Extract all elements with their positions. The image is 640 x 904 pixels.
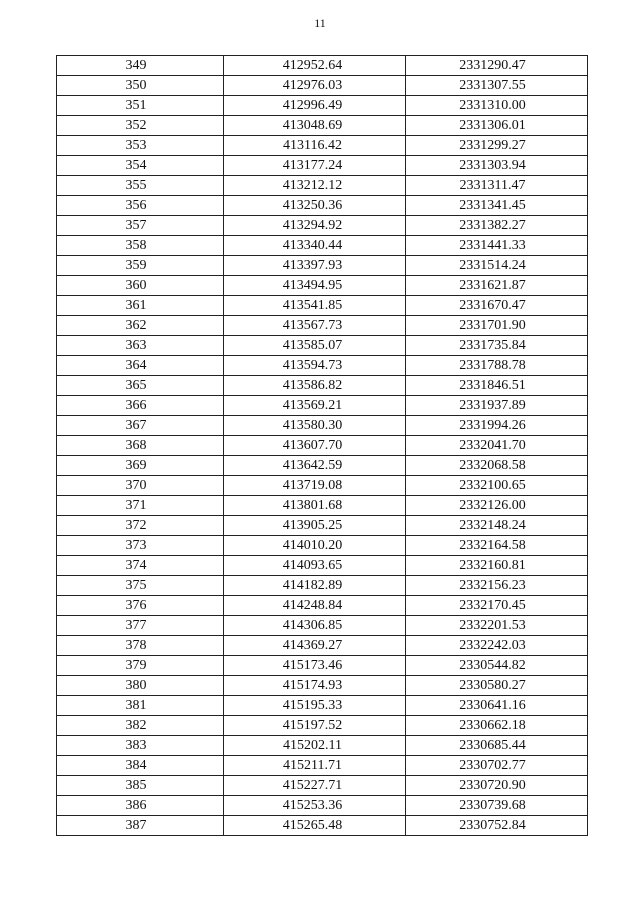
x-coordinate-cell (224, 56, 406, 76)
x-coordinate-cell (224, 76, 406, 96)
x-coordinate-cell (224, 636, 406, 656)
cell-text: 2332160.81 (459, 558, 526, 573)
x-coordinate-cell (224, 716, 406, 736)
cell-text: 413585.07 (282, 338, 343, 353)
point-number-cell (57, 656, 224, 676)
y-coordinate-cell (406, 596, 588, 616)
cell-text: 354 (125, 158, 147, 173)
y-coordinate-cell (406, 316, 588, 336)
table-row (57, 96, 588, 116)
point-number-cell (57, 96, 224, 116)
cell-text: 2330702.77 (459, 758, 526, 773)
y-coordinate-cell (406, 616, 588, 636)
table-row (57, 436, 588, 456)
cell-text: 376 (125, 598, 147, 613)
cell-text: 413586.82 (282, 378, 343, 393)
cell-text: 415211.71 (283, 758, 342, 773)
y-coordinate-cell (406, 816, 588, 836)
point-number-cell (57, 616, 224, 636)
x-coordinate-cell (224, 576, 406, 596)
cell-text: 350 (125, 78, 147, 93)
cell-text: 415202.11 (283, 738, 342, 753)
cell-text: 365 (125, 378, 147, 393)
table-row (57, 676, 588, 696)
x-coordinate-cell (224, 336, 406, 356)
y-coordinate-cell (406, 116, 588, 136)
table-row (57, 816, 588, 836)
cell-text: 2331701.90 (459, 318, 526, 333)
point-number-cell (57, 136, 224, 156)
point-number-cell (57, 796, 224, 816)
cell-text: 377 (125, 618, 147, 633)
x-coordinate-cell (224, 376, 406, 396)
y-coordinate-cell (406, 296, 588, 316)
cell-text: 415174.93 (282, 678, 343, 693)
cell-text: 2331670.47 (459, 298, 526, 313)
cell-text: 356 (125, 198, 147, 213)
cell-text: 2332041.70 (459, 438, 526, 453)
x-coordinate-cell (224, 756, 406, 776)
table-row (57, 296, 588, 316)
cell-text: 414010.20 (282, 538, 343, 553)
y-coordinate-cell (406, 496, 588, 516)
cell-text: 415195.33 (282, 698, 343, 713)
y-coordinate-cell (406, 396, 588, 416)
cell-text: 414306.85 (282, 618, 343, 633)
cell-text: 2332201.53 (459, 618, 526, 633)
y-coordinate-cell (406, 76, 588, 96)
table-row (57, 476, 588, 496)
cell-text: 362 (125, 318, 147, 333)
point-number-cell (57, 276, 224, 296)
table-row (57, 456, 588, 476)
point-number-cell (57, 176, 224, 196)
table-row (57, 176, 588, 196)
cell-text: 364 (125, 358, 147, 373)
x-coordinate-cell (224, 736, 406, 756)
y-coordinate-cell (406, 136, 588, 156)
x-coordinate-cell (224, 476, 406, 496)
cell-text: 415173.46 (282, 658, 343, 673)
point-number-cell (57, 716, 224, 736)
cell-text: 368 (125, 438, 147, 453)
y-coordinate-cell (406, 756, 588, 776)
y-coordinate-cell (406, 356, 588, 376)
y-coordinate-cell (406, 456, 588, 476)
cell-text: 413494.95 (282, 278, 343, 293)
y-coordinate-cell (406, 576, 588, 596)
cell-text: 413607.70 (282, 438, 343, 453)
point-number-cell (57, 636, 224, 656)
cell-text: 2332100.65 (459, 478, 526, 493)
cell-text: 381 (125, 698, 147, 713)
cell-text: 2331441.33 (459, 238, 526, 253)
cell-text: 2331311.47 (459, 178, 526, 193)
cell-text: 413594.73 (282, 358, 343, 373)
x-coordinate-cell (224, 456, 406, 476)
table-row (57, 776, 588, 796)
point-number-cell (57, 76, 224, 96)
cell-text: 413567.73 (282, 318, 343, 333)
cell-text: 415265.48 (282, 818, 343, 833)
y-coordinate-cell (406, 276, 588, 296)
point-number-cell (57, 476, 224, 496)
cell-text: 2332068.58 (459, 458, 526, 473)
point-number-cell (57, 456, 224, 476)
y-coordinate-cell (406, 196, 588, 216)
cell-text: 372 (125, 518, 147, 533)
cell-text: 413905.25 (282, 518, 343, 533)
table-row (57, 396, 588, 416)
point-number-cell (57, 396, 224, 416)
point-number-cell (57, 816, 224, 836)
y-coordinate-cell (406, 96, 588, 116)
y-coordinate-cell (406, 676, 588, 696)
cell-text: 413048.69 (282, 118, 343, 133)
x-coordinate-cell (224, 796, 406, 816)
point-number-cell (57, 756, 224, 776)
y-coordinate-cell (406, 216, 588, 236)
cell-text: 367 (125, 418, 147, 433)
table-row (57, 756, 588, 776)
table-row (57, 516, 588, 536)
cell-text: 2330580.27 (459, 678, 526, 693)
x-coordinate-cell (224, 216, 406, 236)
cell-text: 384 (125, 758, 147, 773)
cell-text: 413541.85 (282, 298, 343, 313)
cell-text: 2331937.89 (459, 398, 526, 413)
cell-text: 366 (125, 398, 147, 413)
cell-text: 2332148.24 (459, 518, 526, 533)
cell-text: 414369.27 (282, 638, 343, 653)
cell-text: 371 (125, 498, 147, 513)
x-coordinate-cell (224, 696, 406, 716)
y-coordinate-cell (406, 796, 588, 816)
cell-text: 359 (125, 258, 147, 273)
table-row (57, 196, 588, 216)
cell-text: 360 (125, 278, 147, 293)
cell-text: 2330544.82 (459, 658, 526, 673)
point-number-cell (57, 156, 224, 176)
x-coordinate-cell (224, 176, 406, 196)
y-coordinate-cell (406, 516, 588, 536)
y-coordinate-cell (406, 176, 588, 196)
cell-text: 412976.03 (282, 78, 343, 93)
cell-text: 2331303.94 (459, 158, 526, 173)
table-row (57, 716, 588, 736)
table-row (57, 216, 588, 236)
table-row (57, 156, 588, 176)
y-coordinate-cell (406, 416, 588, 436)
x-coordinate-cell (224, 676, 406, 696)
y-coordinate-cell (406, 776, 588, 796)
table-row (57, 76, 588, 96)
table-row (57, 696, 588, 716)
cell-text: 2331994.26 (459, 418, 526, 433)
cell-text: 2332126.00 (459, 498, 526, 513)
x-coordinate-cell (224, 436, 406, 456)
cell-text: 2331290.47 (459, 58, 526, 73)
y-coordinate-cell (406, 476, 588, 496)
y-coordinate-cell (406, 716, 588, 736)
cell-text: 415227.71 (282, 778, 343, 793)
table-row (57, 596, 588, 616)
point-number-cell (57, 196, 224, 216)
point-number-cell (57, 556, 224, 576)
x-coordinate-cell (224, 816, 406, 836)
point-number-cell (57, 736, 224, 756)
x-coordinate-cell (224, 276, 406, 296)
cell-text: 413719.08 (282, 478, 343, 493)
point-number-cell (57, 436, 224, 456)
x-coordinate-cell (224, 516, 406, 536)
table-row (57, 496, 588, 516)
cell-text: 413340.44 (282, 238, 343, 253)
cell-text: 413294.92 (282, 218, 343, 233)
table-row (57, 236, 588, 256)
table-row (57, 416, 588, 436)
cell-text: 2330739.68 (459, 798, 526, 813)
cell-text: 415197.52 (282, 718, 343, 733)
cell-text: 2331735.84 (459, 338, 526, 353)
cell-text: 378 (125, 638, 147, 653)
cell-text: 413801.68 (282, 498, 343, 513)
x-coordinate-cell (224, 596, 406, 616)
x-coordinate-cell (224, 96, 406, 116)
x-coordinate-cell (224, 656, 406, 676)
cell-text: 352 (125, 118, 147, 133)
cell-text: 385 (125, 778, 147, 793)
x-coordinate-cell (224, 136, 406, 156)
table-row (57, 356, 588, 376)
point-number-cell (57, 696, 224, 716)
x-coordinate-cell (224, 116, 406, 136)
cell-text: 415253.36 (282, 798, 343, 813)
point-number-cell (57, 316, 224, 336)
cell-text: 387 (125, 818, 147, 833)
x-coordinate-cell (224, 776, 406, 796)
table-body (57, 56, 588, 836)
cell-text: 2331846.51 (459, 378, 526, 393)
table-row (57, 276, 588, 296)
point-number-cell (57, 416, 224, 436)
cell-text: 2332242.03 (459, 638, 526, 653)
cell-text: 413397.93 (282, 258, 343, 273)
x-coordinate-cell (224, 156, 406, 176)
y-coordinate-cell (406, 56, 588, 76)
cell-text: 2331299.27 (459, 138, 526, 153)
x-coordinate-cell (224, 296, 406, 316)
y-coordinate-cell (406, 436, 588, 456)
table-row (57, 796, 588, 816)
point-number-cell (57, 516, 224, 536)
cell-text: 414248.84 (282, 598, 343, 613)
table-row (57, 376, 588, 396)
cell-text: 413116.42 (283, 138, 342, 153)
cell-text: 2331382.27 (459, 218, 526, 233)
cell-text: 413642.59 (282, 458, 343, 473)
table-row (57, 116, 588, 136)
y-coordinate-cell (406, 556, 588, 576)
y-coordinate-cell (406, 736, 588, 756)
page-number: 11 (314, 16, 326, 30)
y-coordinate-cell (406, 656, 588, 676)
x-coordinate-cell (224, 616, 406, 636)
cell-text: 412952.64 (282, 58, 343, 73)
point-number-cell (57, 256, 224, 276)
y-coordinate-cell (406, 536, 588, 556)
point-number-cell (57, 596, 224, 616)
table-row (57, 556, 588, 576)
point-number-cell (57, 116, 224, 136)
y-coordinate-cell (406, 636, 588, 656)
coordinate-table (56, 55, 588, 836)
cell-text: 2332170.45 (459, 598, 526, 613)
cell-text: 413569.21 (282, 398, 343, 413)
y-coordinate-cell (406, 236, 588, 256)
x-coordinate-cell (224, 256, 406, 276)
x-coordinate-cell (224, 536, 406, 556)
point-number-cell (57, 296, 224, 316)
cell-text: 379 (125, 658, 147, 673)
cell-text: 386 (125, 798, 147, 813)
x-coordinate-cell (224, 356, 406, 376)
cell-text: 357 (125, 218, 147, 233)
cell-text: 2330662.18 (459, 718, 526, 733)
cell-text: 2330685.44 (459, 738, 526, 753)
x-coordinate-cell (224, 236, 406, 256)
point-number-cell (57, 236, 224, 256)
cell-text: 412996.49 (282, 98, 343, 113)
cell-text: 2330752.84 (459, 818, 526, 833)
cell-text: 2331788.78 (459, 358, 526, 373)
table-row (57, 616, 588, 636)
cell-text: 353 (125, 138, 147, 153)
cell-text: 2332156.23 (459, 578, 526, 593)
table-row (57, 56, 588, 76)
cell-text: 2330720.90 (459, 778, 526, 793)
cell-text: 363 (125, 338, 147, 353)
cell-text: 413580.30 (282, 418, 343, 433)
cell-text: 2331621.87 (459, 278, 526, 293)
cell-text: 373 (125, 538, 147, 553)
point-number-cell (57, 676, 224, 696)
cell-text: 414093.65 (282, 558, 343, 573)
y-coordinate-cell (406, 696, 588, 716)
x-coordinate-cell (224, 416, 406, 436)
y-coordinate-cell (406, 336, 588, 356)
cell-text: 414182.89 (282, 578, 343, 593)
cell-text: 361 (125, 298, 147, 313)
x-coordinate-cell (224, 316, 406, 336)
cell-text: 355 (125, 178, 147, 193)
x-coordinate-cell (224, 196, 406, 216)
cell-text: 380 (125, 678, 147, 693)
table-row (57, 136, 588, 156)
point-number-cell (57, 336, 224, 356)
point-number-cell (57, 216, 224, 236)
cell-text: 2331310.00 (459, 98, 526, 113)
point-number-cell (57, 356, 224, 376)
point-number-cell (57, 496, 224, 516)
point-number-cell (57, 56, 224, 76)
table-row (57, 316, 588, 336)
cell-text: 383 (125, 738, 147, 753)
x-coordinate-cell (224, 556, 406, 576)
table-row (57, 736, 588, 756)
table-row (57, 256, 588, 276)
table-row (57, 656, 588, 676)
cell-text: 413212.12 (282, 178, 343, 193)
cell-text: 413177.24 (282, 158, 343, 173)
cell-text: 375 (125, 578, 147, 593)
cell-text: 2331307.55 (459, 78, 526, 93)
cell-text: 2331514.24 (459, 258, 526, 273)
cell-text: 370 (125, 478, 147, 493)
y-coordinate-cell (406, 156, 588, 176)
cell-text: 358 (125, 238, 147, 253)
point-number-cell (57, 536, 224, 556)
point-number-cell (57, 776, 224, 796)
cell-text: 413250.36 (282, 198, 343, 213)
cell-text: 2331306.01 (459, 118, 526, 133)
cell-text: 2332164.58 (459, 538, 526, 553)
table-row (57, 336, 588, 356)
cell-text: 349 (125, 58, 147, 73)
table-row (57, 636, 588, 656)
y-coordinate-cell (406, 256, 588, 276)
point-number-cell (57, 376, 224, 396)
point-number-cell (57, 576, 224, 596)
x-coordinate-cell (224, 496, 406, 516)
table-row (57, 576, 588, 596)
cell-text: 382 (125, 718, 147, 733)
y-coordinate-cell (406, 376, 588, 396)
cell-text: 369 (125, 458, 147, 473)
cell-text: 351 (125, 98, 147, 113)
cell-text: 2330641.16 (459, 698, 526, 713)
cell-text: 2331341.45 (459, 198, 526, 213)
cell-text: 374 (125, 558, 147, 573)
x-coordinate-cell (224, 396, 406, 416)
table-row (57, 536, 588, 556)
